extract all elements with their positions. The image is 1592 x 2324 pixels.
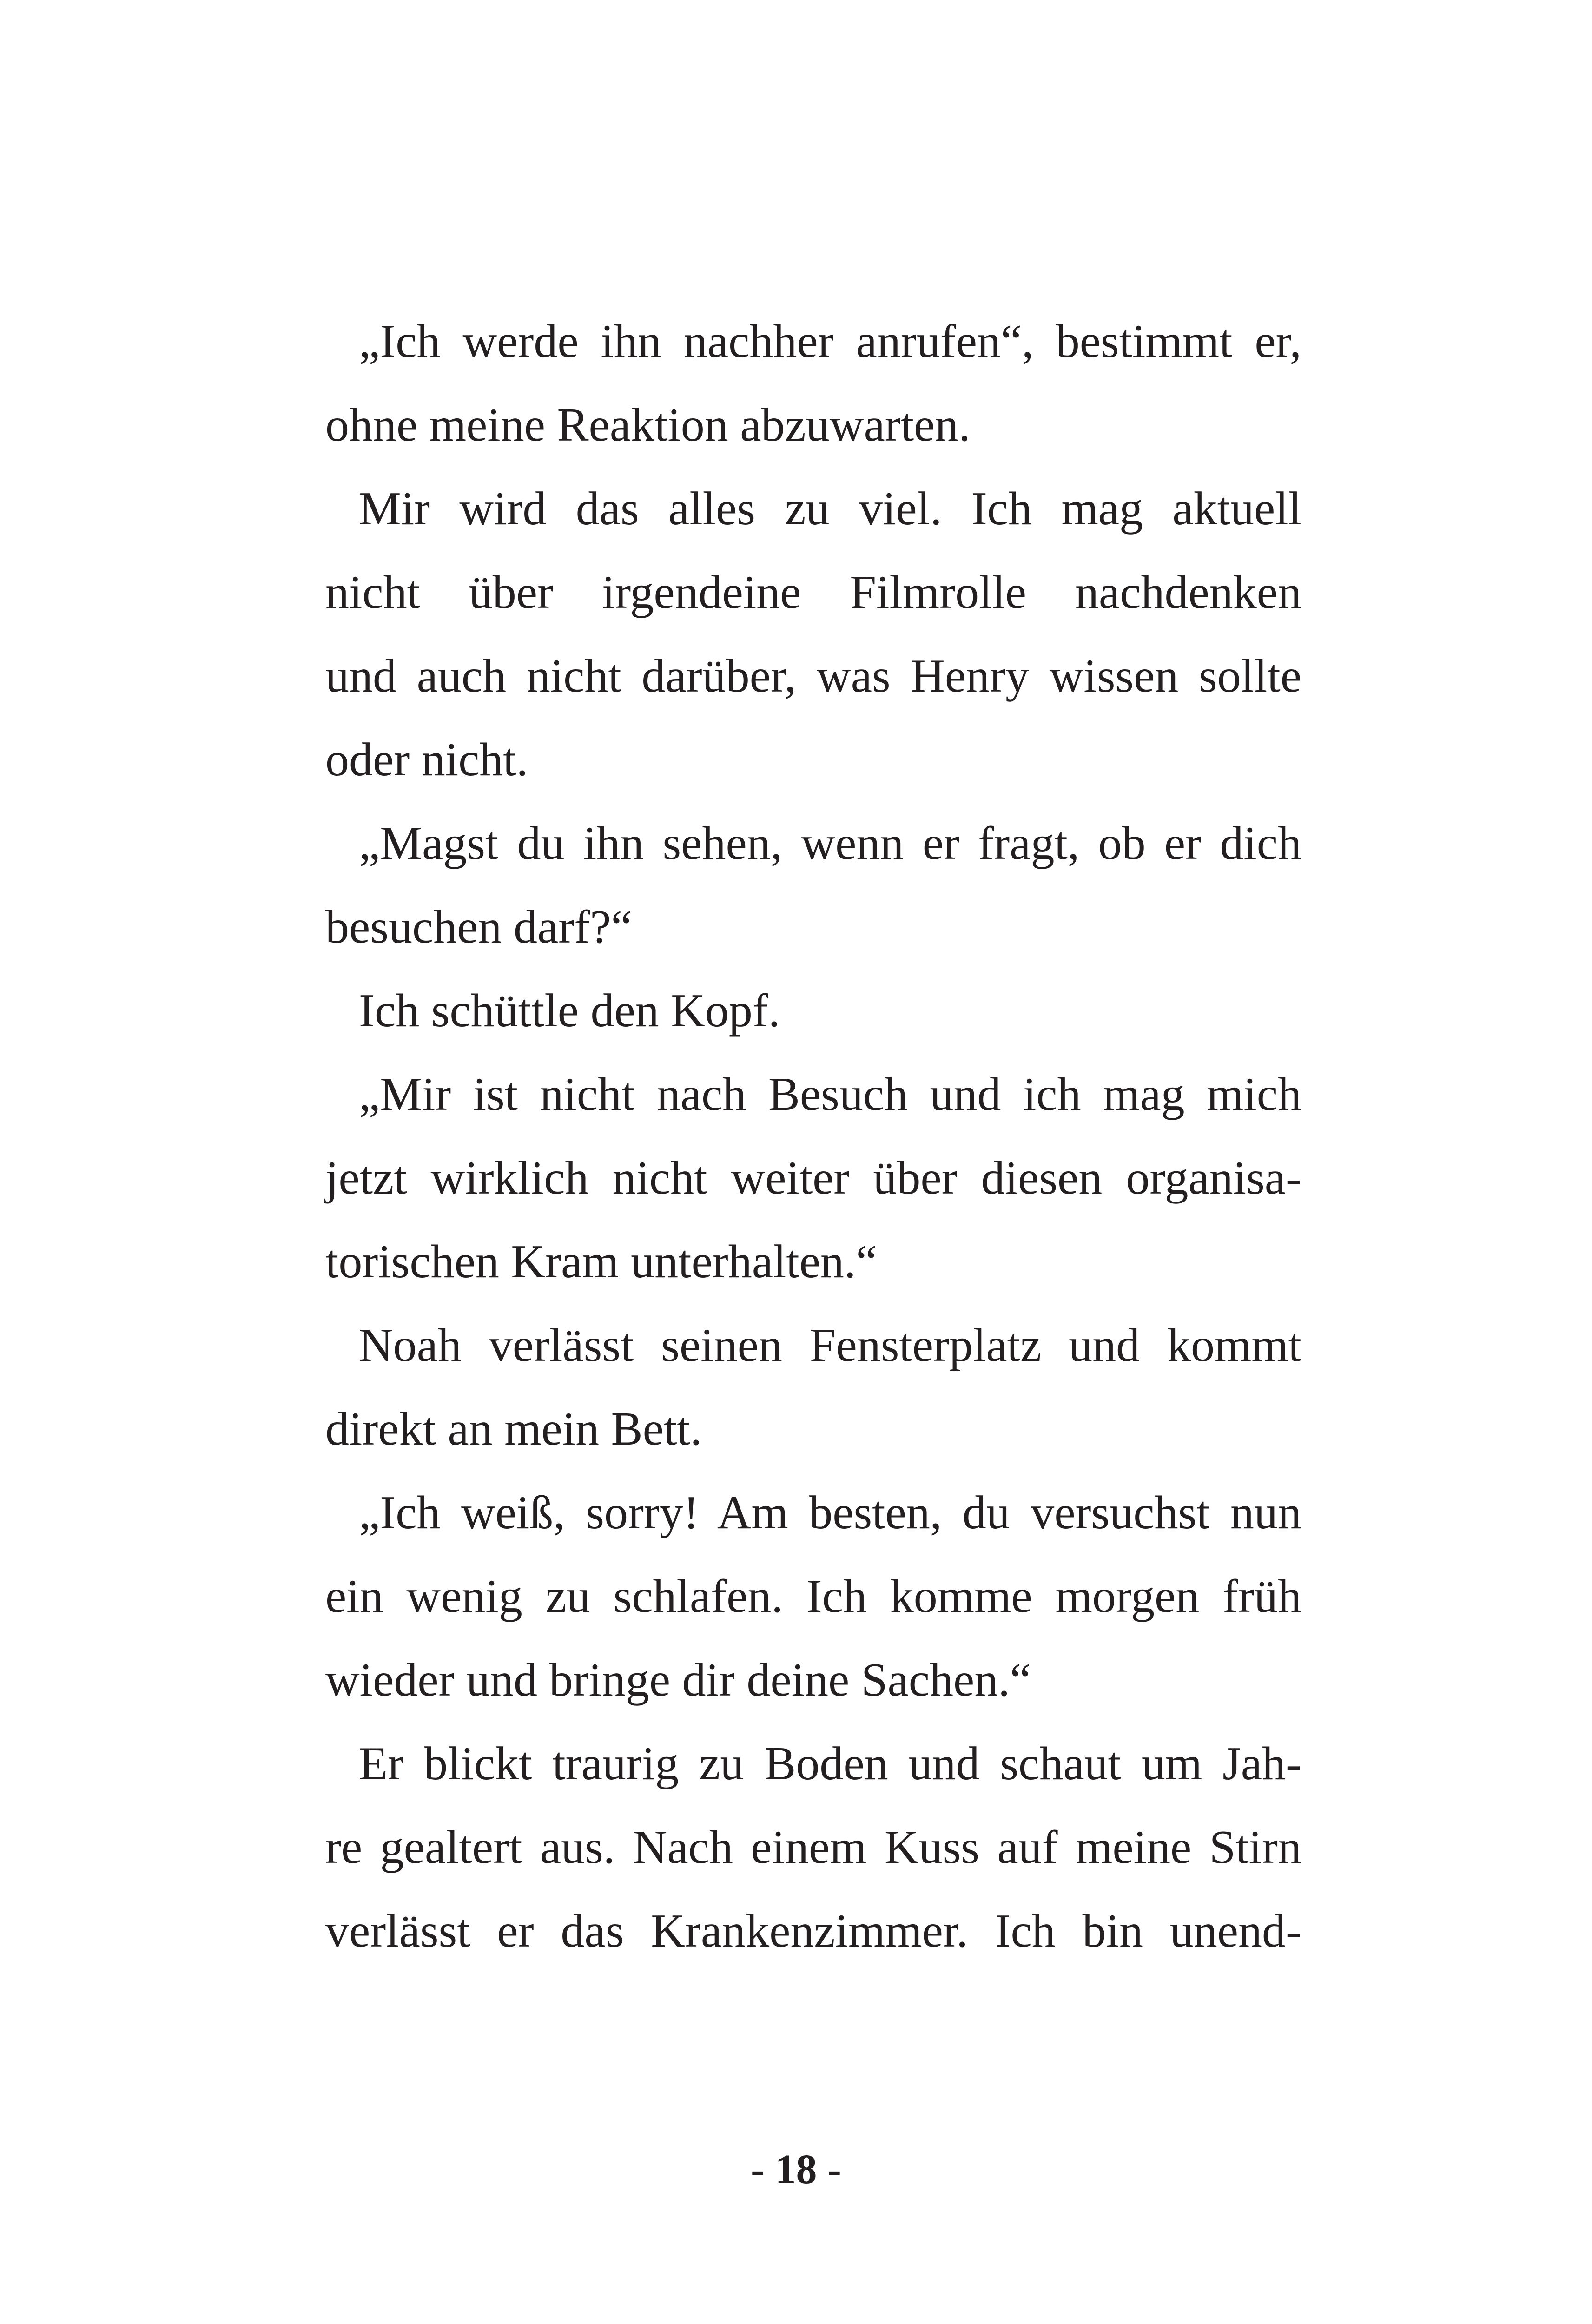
text-line: Noah verlässt seinen Fensterplatz und kommt [359,1319,1301,1372]
text-line: re gealtert aus. Nach einem Kuss auf meine Stirn [325,1821,1301,1874]
text-line: nicht über irgendeine Filmrolle nachdenken [325,566,1301,619]
text-line: oder nicht. [325,733,528,786]
text-line: jetzt wirklich nicht weiter über diesen organisa- [325,1152,1301,1204]
text-line: wieder und bringe dir deine Sachen.“ [325,1654,1031,1706]
page-number: - 18 - [751,2146,841,2192]
text-line: Mir wird das alles zu viel. Ich mag aktuell [359,482,1301,535]
text-line: und auch nicht darüber, was Henry wissen sollte [325,650,1301,702]
text-line: ein wenig zu schlafen. Ich komme morgen früh [325,1570,1301,1623]
text-line: direkt an mein Bett. [325,1403,702,1455]
text-line: besuchen darf?“ [325,901,632,953]
text-line: „Magst du ihn sehen, wenn er fragt, ob er dich [359,817,1301,870]
text-line: „Ich weiß, sorry! Am besten, du versuchst nun [359,1486,1301,1539]
text-line: ohne meine Reaktion abzuwarten. [325,399,971,451]
text-line: „Ich werde ihn nachher anrufen“, bestimmt er, [359,315,1301,368]
text-line: Er blickt traurig zu Boden und schaut um Jah- [359,1737,1301,1790]
text-line: verlässt er das Krankenzimmer. Ich bin unend- [325,1905,1301,1957]
text-line: „Mir ist nicht nach Besuch und ich mag mich [359,1068,1301,1121]
text-line: torischen Kram unterhalten.“ [325,1235,877,1288]
text-line: Ich schüttle den Kopf. [359,984,780,1037]
